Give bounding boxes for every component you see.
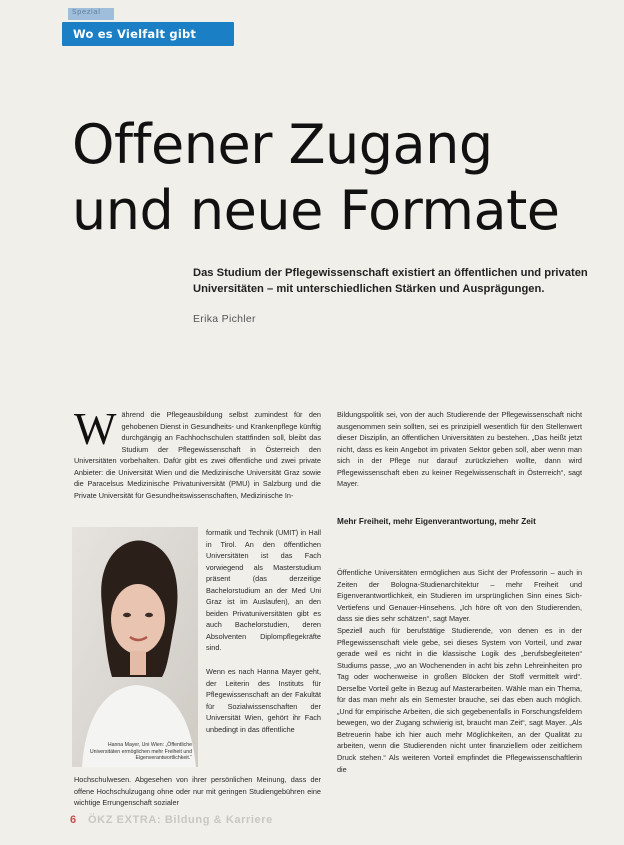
body-paragraph-7: Speziell auch für berufstätige Studierende, von denen es in der Pflegewissenschaft viele gebe, sei dieses System von Vorteil, und zwar gerade weil es nicht in die klassische Logik des „berufsbegleiteten“ Studiums passe, „wo an Wochenenden in acht bis zehn Lehreinheiten pro Tag oder wochenweise in großen Blöcken der Stoff vermittelt wird“. Derselbe Vorteil gelte in Bezug auf Masterarbeiten. Wähle man ein Thema, für das man mehr als ein Semester brauche, sei das eben auch möglich. „Und für empirische Arbeiten, die sich gegebenenfalls in Forschungsfeldern bewegen, wo der Zugang schwierig ist, braucht man Zeit“, sagt Mayer. „Als Betreuerin habe ich hier auch mehr Möglichkeiten, an der Qualität zu arbeiten, wenn die Studierenden nicht unter finanziellem oder zeitlichem Druck stehen.“ Als weiteren Vorteil empfindet die Pflegewissenschaftlerin die xyxy=(337,626,582,774)
drop-cap: W xyxy=(74,404,117,454)
author-byline: Erika Pichler xyxy=(193,313,256,325)
portrait-photo xyxy=(72,527,198,767)
headline-line-1: Offener Zugang xyxy=(72,113,493,176)
body-left-beside-photo xyxy=(206,527,321,735)
section-title: Wo es Vielfalt gibt xyxy=(73,27,197,41)
body-right-top xyxy=(337,409,582,490)
body-right-mid xyxy=(337,567,582,625)
body-paragraph-5: Bildungspolitik sei, von der auch Studierende der Pflegewissenschaft nicht ausgenommen sein sollten, sei es prinzipiell wesentlich für den Stellenwert dieser Disziplin, an öffentlichen Universitäten zu bestehen. „Das heißt jetzt nicht, dass es kein Angebot im privaten Sektor geben soll, aber wenn man sich in der Pflege nur darauf zurückziehen wollte, dann wird Pflegewissenschaft eben zu keiner Regelwissenschaft in Österreich“, sagt Mayer. xyxy=(337,410,582,489)
body-paragraph-3: Wenn es nach Hanna Mayer geht, der Leiterin des Instituts für Pflegewissenschaft an der Fakultät für Sozialwissenschaften der Universität Wien, gehört ihr Fach unbedingt in das öffentliche xyxy=(206,667,321,734)
magazine-name: ÖKZ EXTRA: Bildung & Karriere xyxy=(88,814,273,826)
body-paragraph-6: Öffentliche Universitäten ermöglichen aus Sicht der Professorin – auch in Zeiten der Bologna-Studienarchitektur – mehr Freiheit und Eigenverantwortlichkeit, ein Studieren im ursprünglichen Sinn eines Sich-Vertiefens und Genauer-Hinsehens. „Ich höre oft von den Studierenden, dass sie dies sehr schätzen“, sagt Mayer. xyxy=(337,568,582,624)
section-tab-label: Spezial xyxy=(72,8,101,16)
headline-line-2: und neue Formate xyxy=(72,179,560,242)
caption-line-2: Universitäten ermöglichen mehr Freiheit und xyxy=(89,748,192,755)
body-paragraph-2: formatik und Technik (UMIT) in Hall in Tirol. An den öffentlichen Universitäten ist das Fach vorwiegend als Masterstudium präsent (das derzeitige Bachelorstudium an der Med Uni Graz ist im Auslaufen), an den beiden Privatuniversitäten gibt es auch Bachelorstudien, deren Absolventen Diplompflegekräfte sind. xyxy=(206,528,321,653)
photo-caption xyxy=(82,742,192,762)
caption-line-1: Hanna Mayer, Uni Wien: „Öffentliche xyxy=(107,742,192,748)
body-left-top xyxy=(74,404,321,501)
headline xyxy=(72,112,612,244)
lead-paragraph: Das Studium der Pflegewissenschaft existiert an öffentlichen und privaten Universitäten – mit unterschiedlichen Stärken und Ausprägungen. xyxy=(193,267,588,295)
page-number: 6 xyxy=(70,814,77,826)
body-paragraph-4: Hochschulwesen. Abgesehen von ihrer persönlichen Meinung, dass der offene Hochschulzugang ohne oder nur mit geringen Studiengebühren eine wichtige Errungenschaft sozialer xyxy=(74,775,321,808)
body-left-bottom xyxy=(74,774,321,809)
portrait-illustration xyxy=(72,527,198,767)
body-right-bottom xyxy=(337,625,582,775)
subheading: Mehr Freiheit, mehr Eigenverantwortung, mehr Zeit xyxy=(337,517,536,526)
caption-line-3: Eigenverantwortlichkeit.“ xyxy=(135,755,192,761)
body-paragraph-1: ährend die Pflegeausbildung selbst zumindest für den gehobenen Dienst in Gesundheits- und Krankenpflege künftig durchgängig an Fachhochschulen stattfinden soll, bleibt das Studium der Pflegewissenschaft in Österreich den Universitäten vorbehalten. Dafür gibt es zwei öffentliche und zwei private Anbieter: die Universität Wien und die Medizinische Universität Graz sowie die Paracelsus Medizinische Privatuniversität (PMU) in Salzburg und die Private Universität für Gesundheitswissenschaften, Medizinische In- xyxy=(74,410,321,500)
